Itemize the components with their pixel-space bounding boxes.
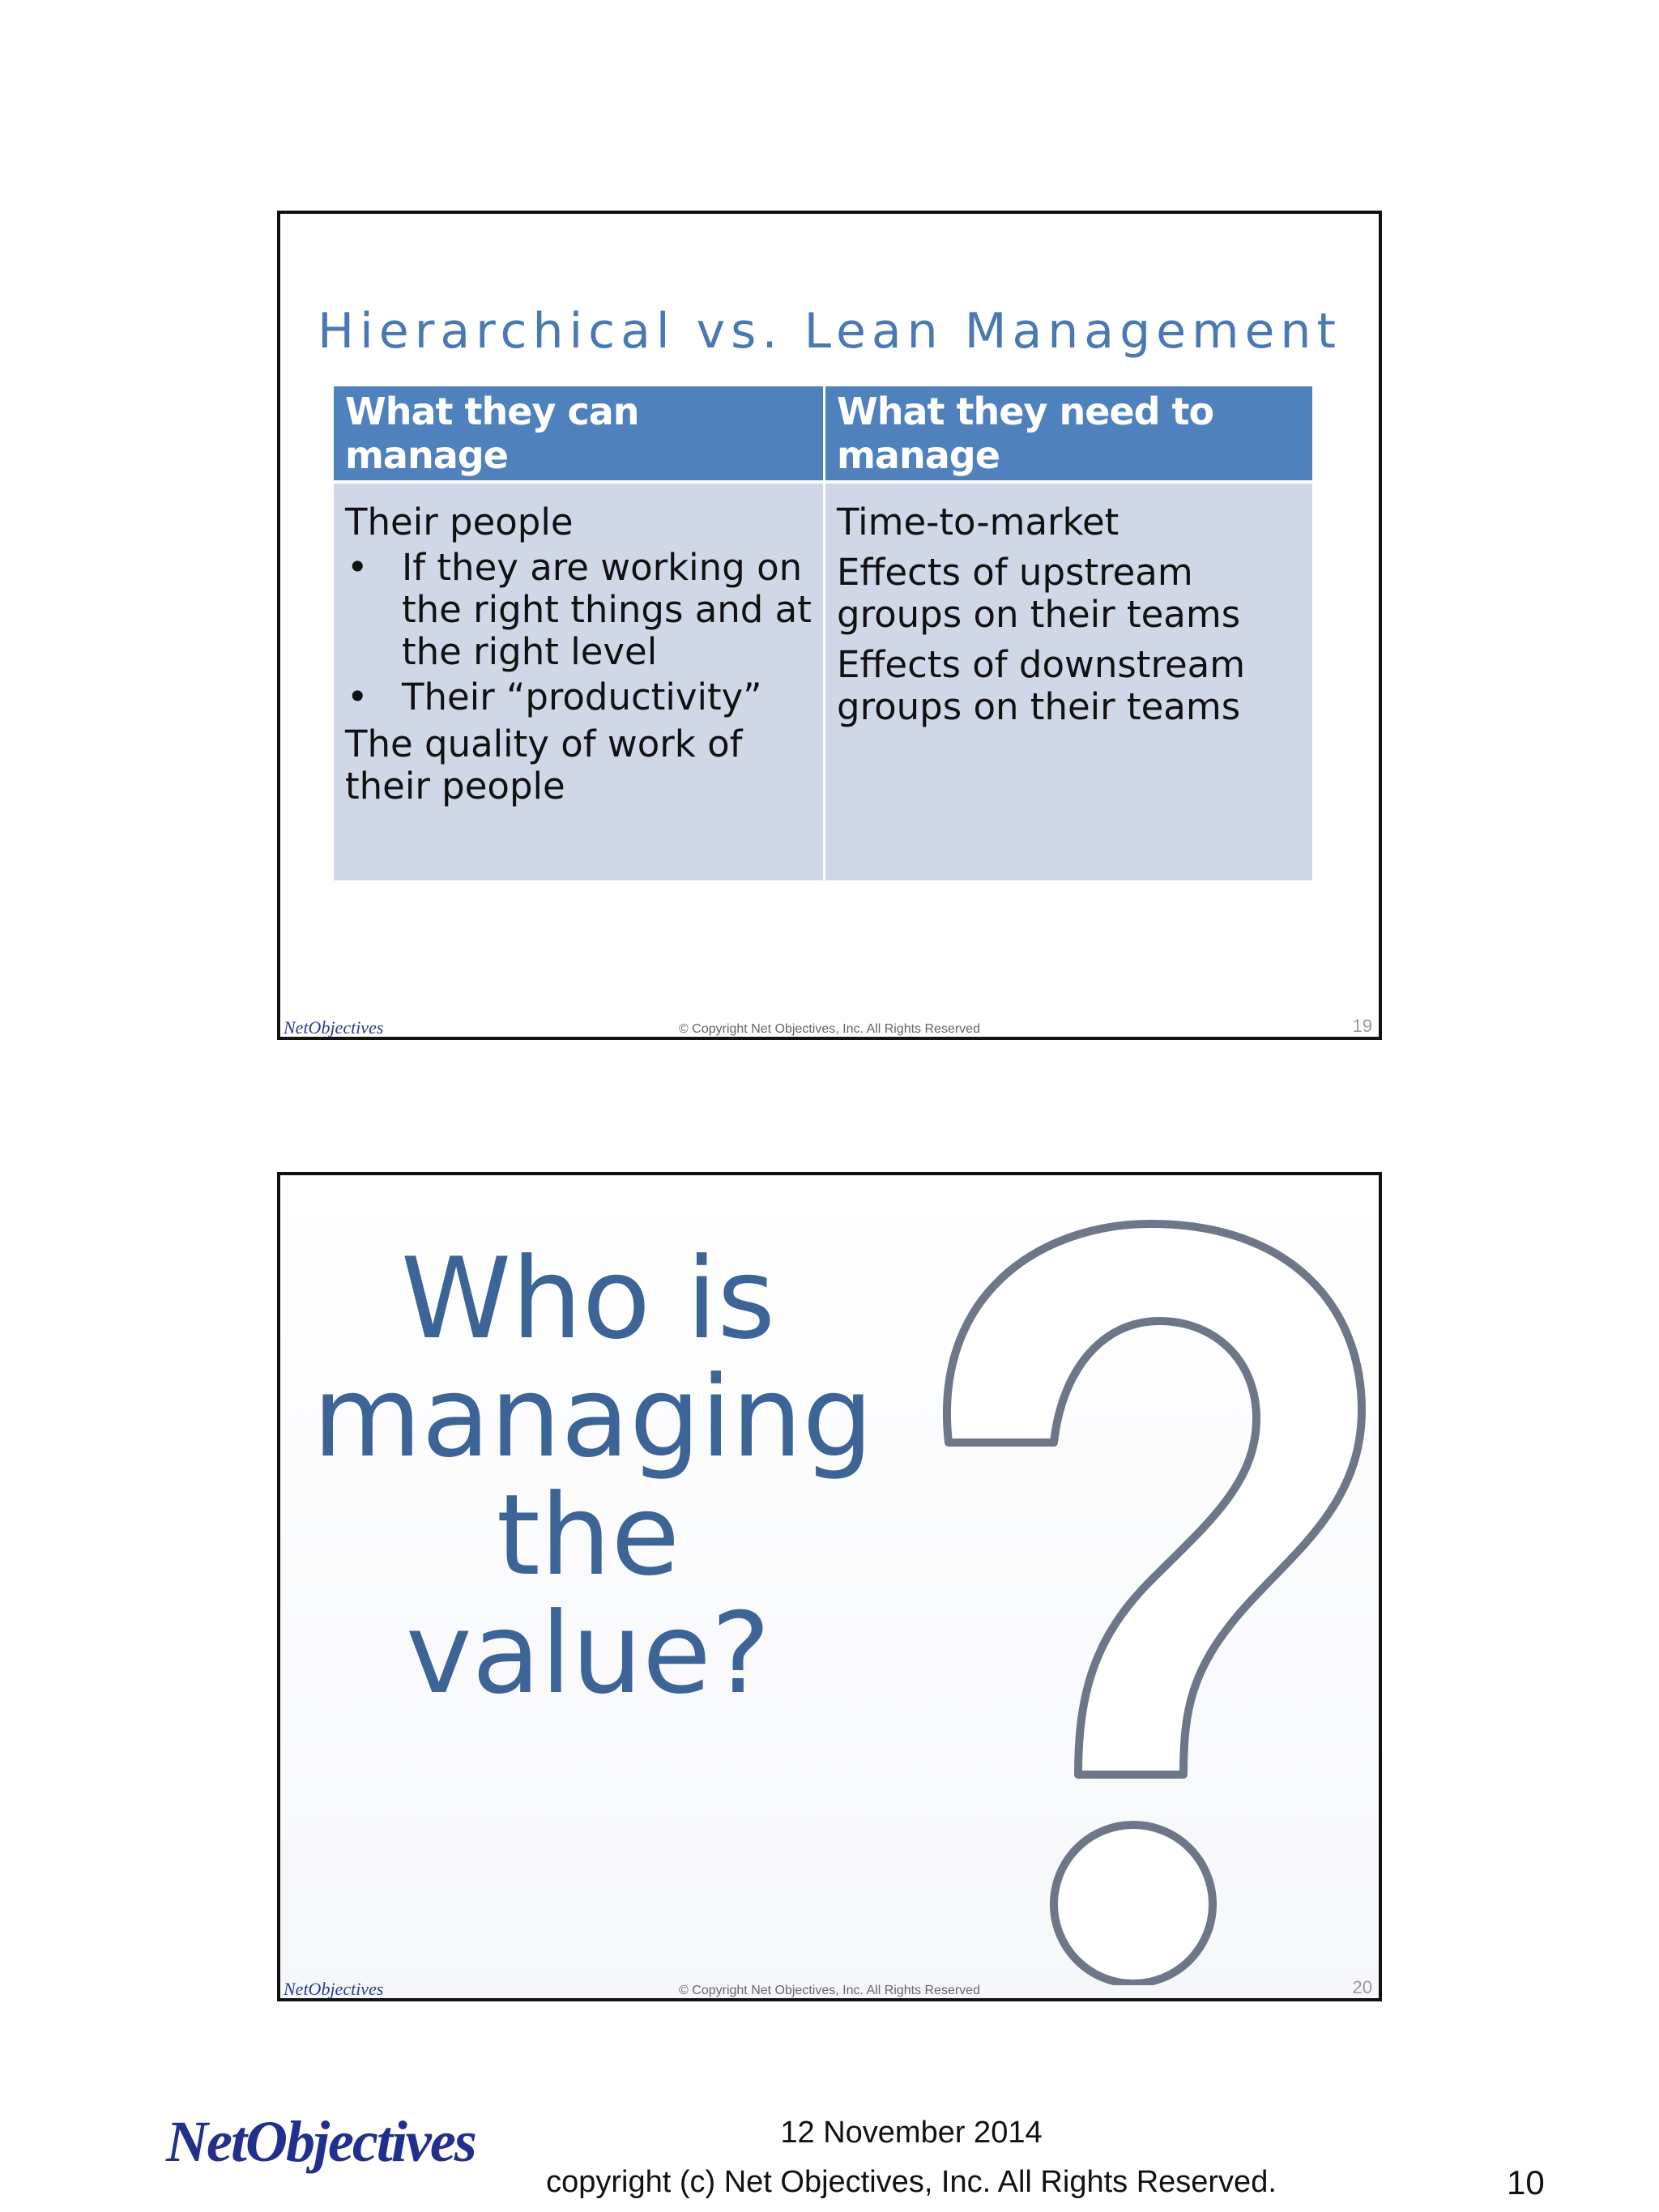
slide-19 [277, 211, 1382, 1040]
slide-footer-logo: NetObjectives [284, 1979, 384, 1999]
slide-footer-copyright: © Copyright Net Objectives, Inc. All Rights Reserved [679, 1022, 980, 1036]
heading-line: the value? [405, 1470, 771, 1719]
page-number: 10 [1507, 2163, 1545, 2201]
header-can-manage: What they can manage [334, 386, 823, 484]
slide-title: Hierarchical vs. Lean Management [318, 303, 1341, 360]
header-need-to-manage: What they need to manage [823, 386, 1312, 484]
cell-text: Their people [345, 501, 574, 543]
cell-need-to-manage [823, 484, 1312, 880]
slide-20 [277, 1172, 1382, 2001]
cell-text: Effects of downstream groups on their teams [837, 643, 1246, 728]
page-copyright: copyright (c) Net Objectives, Inc. All Rights Reserved. [546, 2165, 1277, 2199]
net-objectives-logo: NetObjectives [166, 2109, 476, 2174]
cell-text: Time-to-market [837, 501, 1120, 543]
slide-number: 20 [1352, 1977, 1372, 1997]
page-date: 12 November 2014 [780, 2116, 1043, 2150]
slide-footer-copyright: © Copyright Net Objectives, Inc. All Rights Reserved [679, 1984, 980, 1997]
slide-number: 19 [1352, 1016, 1372, 1036]
slide-heading [313, 1234, 874, 1719]
heading-line: Who is [400, 1234, 776, 1364]
bullet-item: • If they are working on the right things and at the right level [345, 547, 812, 673]
cell-text: The quality of work of their people [345, 722, 743, 808]
bullet-item: • Their “productivity” [345, 676, 812, 718]
slide-footer-logo: NetObjectives [284, 1017, 384, 1038]
bullet-list [345, 547, 812, 718]
heading-line: managing [313, 1352, 874, 1482]
question-mark-icon [924, 1208, 1378, 1985]
comparison-table [334, 386, 1312, 880]
cell-text: Effects of upstream groups on their teams [837, 551, 1241, 636]
cell-can-manage [334, 484, 823, 880]
